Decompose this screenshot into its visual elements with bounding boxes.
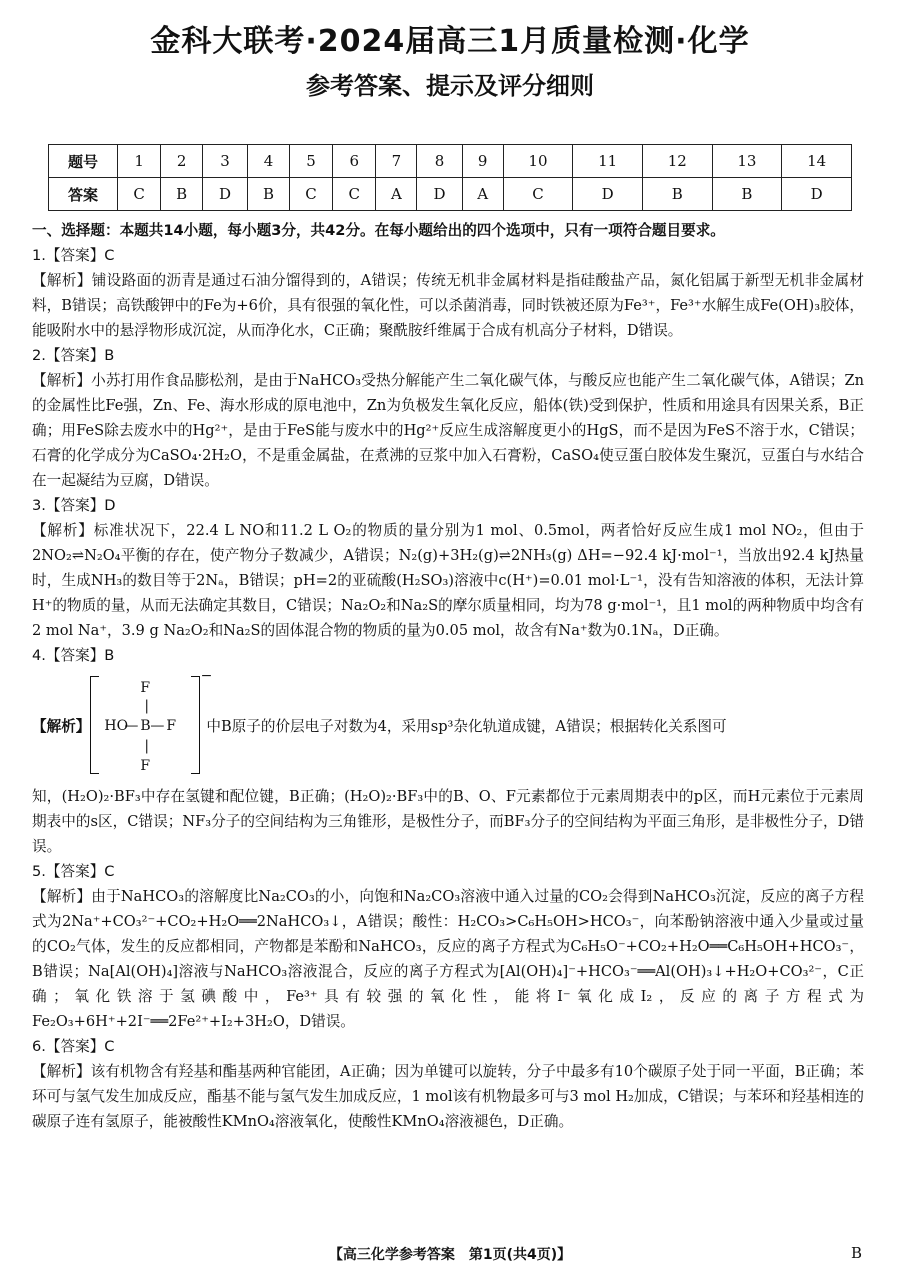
atom-f-bottom: F (140, 758, 151, 774)
number-cell: 5 (289, 145, 332, 178)
charge-sign: − (200, 668, 213, 684)
number-cell: 2 (161, 145, 203, 178)
answer-table-answer-row (49, 178, 852, 211)
right-bracket (191, 676, 200, 774)
left-bracket (90, 676, 99, 774)
answer-cell: A (462, 178, 503, 211)
row-label-number: 题号 (49, 145, 118, 178)
page-footer: 【高三化学参考答案 第1页(共4页)】 (328, 1247, 572, 1263)
number-cell: 12 (642, 145, 712, 178)
atom-f-right: F (166, 718, 177, 734)
number-cell: 9 (462, 145, 503, 178)
number-cell: 11 (573, 145, 643, 178)
answer-table (48, 144, 852, 211)
question-5-answer: 5.【答案】C (32, 863, 115, 880)
answer-cell: A (376, 178, 417, 211)
answer-cell: B (248, 178, 290, 211)
question-1-explanation: 【解析】铺设路面的沥青是通过石油分馏得到的，A错误；传统无机非金属材料是指硅酸盐产品，氮化铝属于新型无机非金属材料，B错误；高铁酸钾中的Fe为+6价，具有很强的氧化性，可以杀菌消毒，同时铁被还原为Fe³⁺，Fe³⁺水解生成Fe(OH)₃胶体，能吸附水中的悬浮物形成沉淀，从而净化水，C正确；聚酰胺纤维属于合成有机高分子材料，D错误。 (32, 272, 864, 339)
number-cell: 7 (376, 145, 417, 178)
answer-table-number-row (49, 145, 852, 178)
question-4-answer: 4.【答案】B (32, 647, 115, 664)
atom-b: B (140, 718, 151, 734)
number-cell: 10 (503, 145, 573, 178)
atom-ho: HO (104, 718, 129, 734)
number-cell: 14 (782, 145, 852, 178)
answer-cell: C (503, 178, 573, 211)
answer-cell: B (161, 178, 203, 211)
question-4-explanation: 知，(H₂O)₂·BF₃中存在氢键和配位键，B正确；(H₂O)₂·BF₃中的B、O、F元素都位于元素周期表中的p区，而H元素位于元素周期表中的s区，C错误；NF₃分子的空间结构为三角锥形，是极性分子，而BF₃分子的空间结构为平面三角形，是非极性分子，D错误。 (32, 788, 864, 855)
question-1-answer: 1.【答案】C (32, 247, 115, 264)
question-5-explanation: 【解析】由于NaHCO₃的溶解度比Na₂CO₃的小，向饱和Na₂CO₃溶液中通入过量的CO₂会得到NaHCO₃沉淀，反应的离子方程式为2Na⁺+CO₃²⁻+CO₂+H₂O══2NaHCO₃↓，A错误；酸性：H₂CO₃>C₆H₅OH>HCO₃⁻，向苯酚钠溶液中通入少量或过量的CO₂气体，发生的反应都相同，产物都是苯酚和NaHCO₃，反应的离子方程式为C₆H₅O⁻+CO₂+H₂O══C₆H₅OH+HCO₃⁻，B错误；Na[Al(OH)₄]溶液与NaHCO₃溶液混合，反应的离子方程式为[Al(OH)₄]⁻+HCO₃⁻══Al(OH)₃↓+H₂O+CO₃²⁻，C正确；氧化铁溶于氢碘酸中，Fe³⁺具有较强的氧化性，能将I⁻氧化成I₂，反应的离子方程式为Fe₂O₃+6H⁺+2I⁻══2Fe²⁺+I₂+3H₂O，D错误。 (32, 888, 864, 1030)
number-cell: 13 (712, 145, 782, 178)
answer-cell: D (417, 178, 462, 211)
answer-cell: B (712, 178, 782, 211)
document-title: 金科大联考·2024届高三1月质量检测·化学 (150, 24, 750, 59)
bond-right: — (150, 718, 165, 734)
bond-left: — (124, 718, 139, 734)
question-3-explanation: 【解析】标准状况下，22.4 L NO和11.2 L O₂的物质的量分别为1 mol、0.5mol，两者恰好反应生成1 mol NO₂，但由于2NO₂⇌N₂O₄平衡的存在，使产物分子数减少，A错误；N₂(g)+3H₂(g)⇌2NH₃(g) ΔH=−92.4 kJ·mol⁻¹，当放出92.4 kJ热量时，生成NH₃的数目等于2Nₐ，B错误；pH=2的亚硫酸(H₂SO₃)溶液中c(H⁺)=0.01 mol·L⁻¹，没有告知溶液的体积，无法计算H⁺的物质的量，从而无法确定其数目，C错误；Na₂O₂和Na₂S的摩尔质量相同，均为78 g·mol⁻¹，且1 mol的两种物质中均含有2 mol Na⁺，3.9 g Na₂O₂和Na₂S的固体混合物的物质的量为0.05 mol，故含有Na⁺数为0.1Nₐ，D正确。 (32, 522, 864, 639)
answer-cell: D (202, 178, 247, 211)
explanation-tag: 【解析】 (32, 717, 91, 735)
question-6-explanation: 【解析】该有机物含有羟基和酯基两种官能团，A正确；因为单键可以旋转，分子中最多有10个碳原子处于同一平面，B正确；苯环可与氢气发生加成反应，酯基不能与氢气发生加成反应，1 mol该有机物最多可与3 mol H₂加成，C错误；与苯环和羟基相连的碳原子连有氢原子，能被酸性KMnO₄溶液氧化，使酸性KMnO₄溶液褪色，D正确。 (32, 1063, 864, 1130)
section-heading: 一、选择题：本题共14小题，每小题3分，共42分。在每小题给出的四个选项中，只有一项符合题目要求。 (32, 222, 725, 239)
atom-f-top: F (140, 680, 151, 696)
question-3-answer: 3.【答案】D (32, 497, 116, 514)
answer-cell: C (289, 178, 332, 211)
question-2-explanation: 【解析】小苏打用作食品膨松剂，是由于NaHCO₃受热分解能产生二氧化碳气体，与酸反应也能产生二氧化碳气体，A错误；Zn的金属性比Fe强，Zn、Fe、海水形成的原电池中，Zn为负极发生氧化反应，船体(铁)受到保护，性质和用途具有因果关系，B正确；用FeS除去废水中的Hg²⁺，是由于FeS能与废水中的Hg²⁺反应生成溶解度更小的HgS，而不是因为FeS不溶于水，C错误；石膏的化学成分为CaSO₄·2H₂O，不是重金属盐，在煮沸的豆浆中加入石膏粉，CaSO₄使豆蛋白胶体发生聚沉，豆蛋白与水结合在一起凝结为豆腐，D错误。 (32, 372, 864, 489)
answer-cell: D (573, 178, 643, 211)
answer-content (32, 218, 864, 1134)
row-label-answer: 答案 (49, 178, 118, 211)
bond-vertical-top: | (144, 698, 150, 714)
answer-cell: C (118, 178, 161, 211)
number-cell: 8 (417, 145, 462, 178)
answer-cell: C (333, 178, 376, 211)
question-4-structure-line (32, 668, 864, 784)
question-4-explanation-inline: 中B原子的价层电子对数为4，采用sp³杂化轨道成键，A错误；根据转化关系图可 (206, 717, 727, 735)
document-subtitle: 参考答案、提示及评分细则 (306, 72, 594, 100)
number-cell: 6 (333, 145, 376, 178)
question-2-answer: 2.【答案】B (32, 347, 115, 364)
number-cell: 3 (202, 145, 247, 178)
bond-vertical-bottom: | (144, 738, 150, 754)
number-cell: 4 (248, 145, 290, 178)
question-6-answer: 6.【答案】C (32, 1038, 115, 1055)
answer-cell: D (782, 178, 852, 211)
number-cell: 1 (118, 145, 161, 178)
answer-cell: B (642, 178, 712, 211)
bf3-structure-diagram (90, 668, 213, 782)
paper-version: B (850, 1244, 862, 1262)
